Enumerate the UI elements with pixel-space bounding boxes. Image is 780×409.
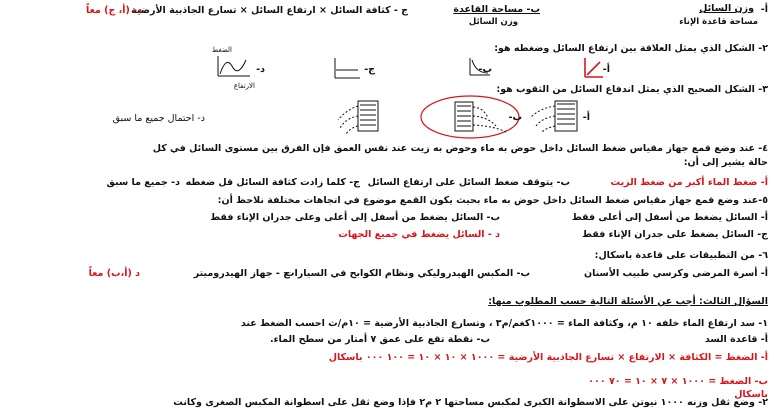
q5-option-c: ج- السائل يضغط على جدران الإناء فقط: [582, 229, 768, 240]
q4-option-d: د- جميع ما سبق: [106, 177, 180, 188]
q2-option-d: د-: [256, 64, 265, 75]
q4-question-line2: حالة يشير إلى أن:: [683, 157, 768, 168]
q3-container-c: [338, 101, 378, 134]
q5-option-a: أ- السائل يضغط من أسفل إلى أعلى فقط: [571, 212, 768, 223]
q1-option-b: ب- مساحة القاعدة: [453, 4, 540, 15]
q5-question: ٥-عند وضع قمع جهاز مقياس ضغط السائل داخل حوض به ماء بحيث يكون القمع موضوع في اتجاهات مختلفة نلاحظ أن:: [217, 195, 768, 206]
q6-option-b: ب- المكبس الهيدروليكي ونظام الكوابح في السيارات: [284, 268, 530, 279]
q1-option-a-numerator: وزن السائل: [699, 3, 754, 14]
q4-option-a: أ- ضغط الماء أكبر من ضغط الزيت: [610, 177, 768, 188]
q2-graph-c: [335, 58, 360, 78]
q1-option-c: ج - كثافة السائل × ارتفاع السائل × تسارع الجاذبية الأرضية: [131, 5, 408, 16]
q4-option-c: ج- كلما زادت كثافة السائل قل ضغطه: [185, 177, 360, 188]
section3-part-b: ب- نقطة تقع على عمق ٧ أمتار من سطح الماء.: [270, 334, 490, 345]
q1-option-a-denominator: مساحة قاعدة الإناء: [679, 17, 758, 27]
q2-question: ٢- الشكل الذي يمثل العلاقة بين ارتفاع السائل وضغطه هو:: [494, 43, 768, 54]
section3-problem1: ١- سد ارتفاع الماء خلفه ١٠ م، وكثافة الماء = ١٠٠٠كغم/م٣ ، وتسارع الجاذبية الأرضية = ١٠م/ث احسب الضغط عند: [240, 318, 768, 329]
q2-option-b: ب-: [478, 64, 492, 75]
q4-option-b: ب- يتوقف ضغط السائل على ارتفاع السائل: [367, 177, 570, 188]
q5-option-b: ب- السائل يضغط من أسفل إلى أعلى وعلى جدران الإناء فقط: [210, 212, 500, 223]
q3-option-b: ب-: [508, 112, 522, 123]
section3-part-a: أ- قاعدة السد: [704, 334, 768, 345]
q6-option-c: ج - جهاز الهيدروميتر: [193, 268, 290, 279]
q3-container-b: [421, 96, 519, 138]
q3-option-a: أ-: [582, 112, 590, 123]
q2-graph-y-label: الضغط: [211, 46, 232, 54]
q4-question-line1: ٤- عند وضع قمع جهاز مقياس ضغط السائل داخل حوض به ماء وحوض به زيت عند نفس العمق فإن الفرق بين مستوى السائل في كل: [152, 143, 768, 154]
q1-option-b-denominator: وزن السائل: [468, 17, 518, 27]
q2-graph-x-label: الارتفاع: [233, 82, 255, 90]
q3-option-d: د- احتمال جميع ما سبق: [112, 113, 205, 124]
q2-option-c: ج-: [364, 64, 375, 75]
q3-question: ٣- الشكل الصحيح الذي يمثل اندفاع السائل من الثقوب هو:: [496, 84, 768, 95]
q2-graph-a: [585, 58, 603, 77]
section3-answer-a: أ- الضغط = الكثافة × الارتفاع × تسارع الجاذبية الأرضية = ١٠٠٠ × ١٠ × ١٠ = ١٠٠ ٠٠٠ باسكال: [328, 352, 768, 363]
section3-answer-b: ب- الضغط = ١٠٠٠ × ٧ × ١٠ = ٧٠ ٠٠٠: [588, 376, 768, 387]
q3-container-a: [530, 101, 577, 132]
q1-option-d: د- (أ، ج) معاً: [86, 5, 142, 16]
q6-option-d: د (أ،ب) معاً: [88, 268, 140, 279]
q2-graph-d: [218, 56, 250, 76]
q1-option-a-label: أ-: [760, 4, 768, 15]
q6-option-a: أ- أسرة المرضى وكرسي طبيب الأسنان: [583, 268, 768, 279]
q2-option-a: أ-: [602, 64, 610, 75]
section3-heading: السؤال الثالث: أجب عن الأسئلة التالية حسب المطلوب منها:: [488, 296, 768, 307]
section3-problem2: ٢- وضع ثقل وزنه ١٠٠٠ نيوتن على الاسطوانة الكبرى لمكبس مساحتها ٢ م٢ فإذا وضع ثقل على اسطوانة المكبس الصغرى وكانت: [173, 397, 768, 408]
section3-answer-b-unit: باسكال: [734, 389, 768, 400]
q6-question: ٦- من التطبيقات على قاعدة باسكال:: [594, 250, 768, 261]
q5-option-d: د - السائل يضغط في جميع الجهات: [338, 229, 500, 240]
